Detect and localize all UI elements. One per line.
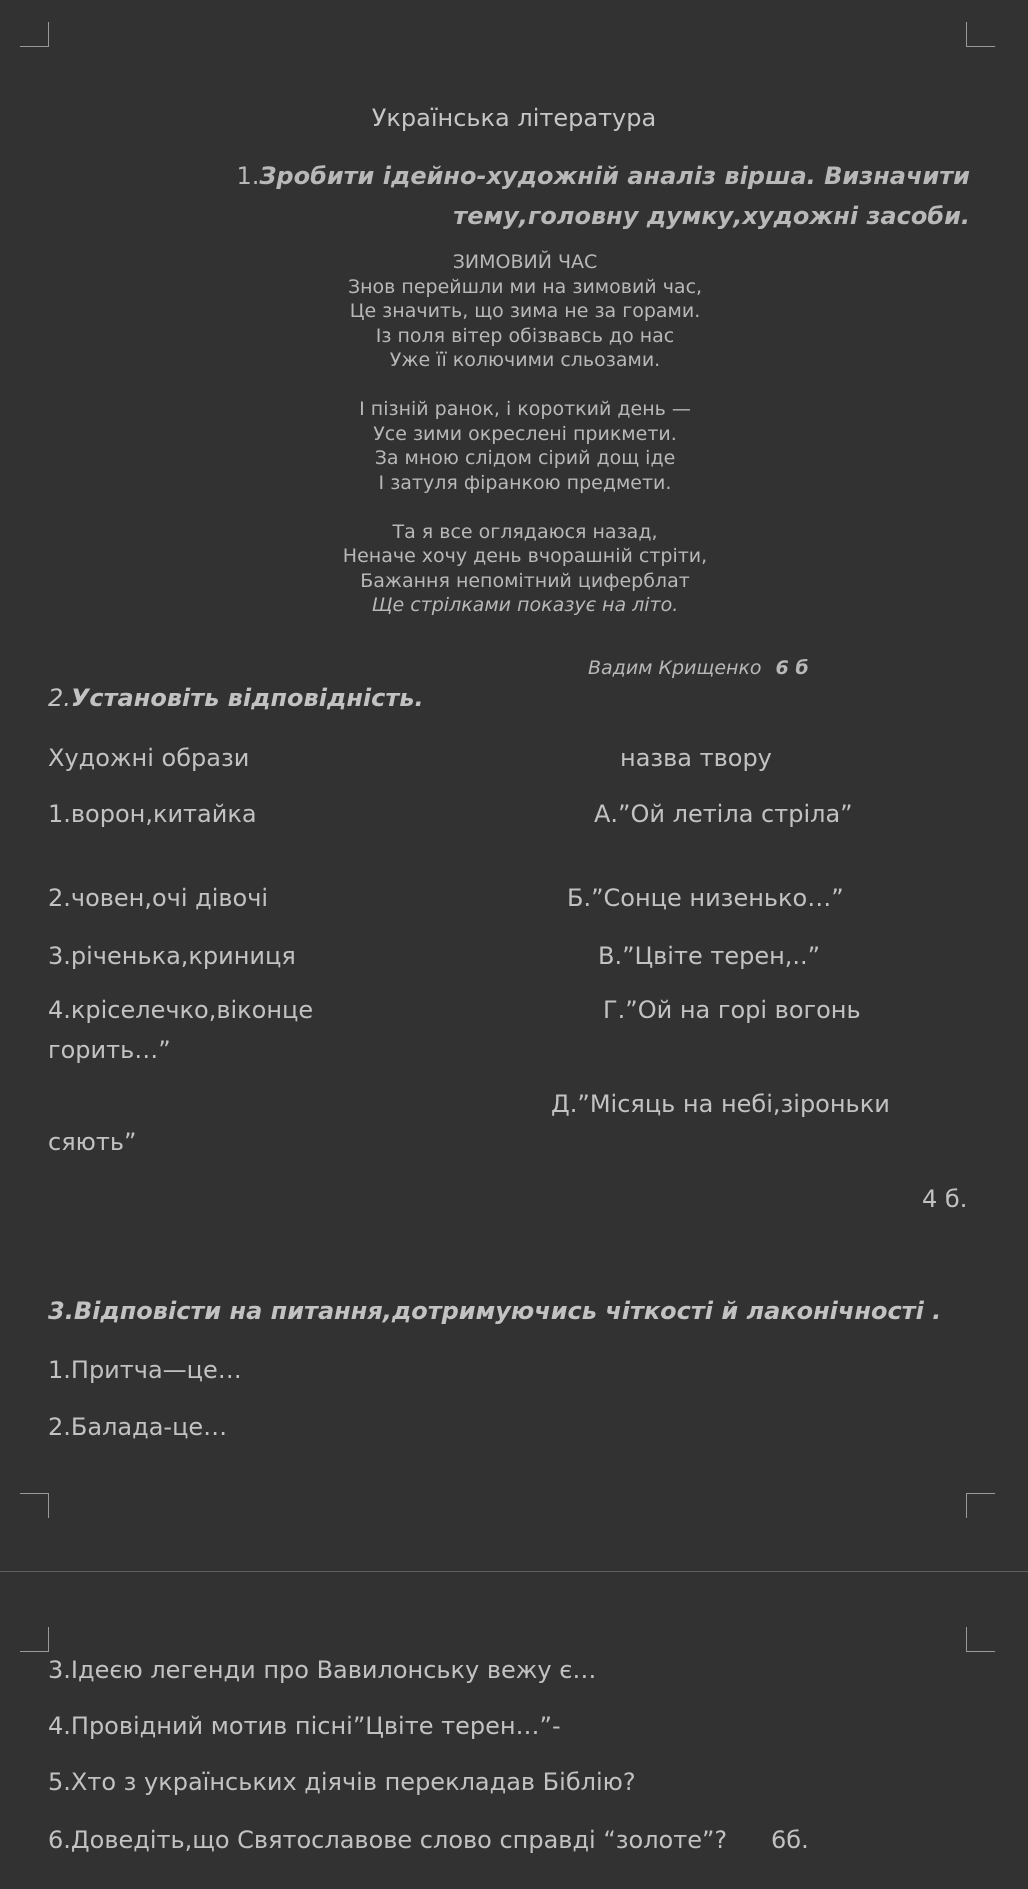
question: 6.Доведіть,що Святославове слово справді “золоте”? [48,1826,728,1854]
crop-mark-top-right [966,22,995,47]
page-divider [0,1571,1028,1572]
poem-line: Неначе хочу день вчорашній стріти, [342,545,708,567]
task1-text: Зробити ідейно-художній аналіз вірша. Визначити тему,головну думку,художні засоби. [259,162,970,230]
task1-instruction [100,156,970,236]
poem-line: За мною слідом сірий дощ іде [374,447,676,469]
task1-number: 1. [236,162,260,190]
question: 3.Ідеєю легенди про Вавилонську вежу є… [48,1656,597,1684]
question: 5.Хто з українських діячів перекладав Біблію? [48,1768,636,1796]
task2-number: 2. [48,684,71,712]
match-left-item: 1.ворон,китайка [48,800,257,828]
crop-mark-top-left [20,22,49,47]
poem-stanza-break [300,495,750,520]
crop-mark-page2-top-right [966,1627,995,1652]
crop-mark-bottom-left [20,1493,49,1518]
crop-mark-bottom-right [966,1493,995,1518]
poem-line: Усе зими окреслені прикмети. [373,422,677,445]
match-left-item: 4.кріселечко,віконце [48,996,314,1024]
author-name: Вадим Крищенко [588,657,762,679]
task2-score: 4 б. [922,1185,968,1213]
task3-heading: 3.Відповісти на питання,дотримуючись чіткості й лаконічності . [48,1297,942,1325]
poem-line: Ще стрілками показує на літо. [371,594,679,616]
task2-heading-text: Установіть відповідність. [70,684,424,712]
match-left-item: 2.човен,очі дівочі [48,884,269,912]
poem-line: І затуля фіранкою предмети. [378,471,672,494]
match-left-item: 3.річенька,криниця [48,942,296,970]
crop-mark-page2-top-left [20,1627,49,1652]
poem-line: І пізній ранок, і короткий день — [359,398,691,420]
col-header-works: назва твору [620,744,772,772]
match-right-item: В.”Цвіте терен,..” [598,942,821,970]
match-right-item-continued: сяють” [48,1128,137,1156]
poem-line: Знов перейшли ми на зимовий час, [347,275,703,298]
question: 2.Балада-це… [48,1413,228,1441]
task1-score: 6 б [775,657,809,679]
match-right-item: Г.”Ой на горі вогонь [603,996,861,1024]
match-right-item: Б.”Сонце низенько…” [567,884,844,912]
poem-line: Та я все оглядаюся назад, [392,520,658,543]
poem-line: Уже її колючими сльозами. [389,349,661,371]
task3-score: 6б. [771,1826,809,1854]
poem-title: ЗИМОВИЙ ЧАС [452,251,598,273]
match-right-item-continued: горить…” [48,1036,171,1064]
poem-stanza-break [300,373,750,398]
match-right-item: Д.”Місяць на небі,зіроньки [551,1090,890,1118]
col-header-images: Художні образи [48,744,250,772]
poem-line: Це значить, що зима не за горами. [349,300,701,322]
task2-heading [48,684,424,712]
question: 1.Притча—це… [48,1356,242,1384]
poem-line: Бажання непомітний циферблат [360,569,690,592]
poem [300,250,750,618]
poem-line: Із поля вітер обізвавсь до нас [375,324,675,347]
document-title: Українська література [371,104,657,132]
poem-author [588,657,809,679]
match-right-item: А.”Ой летіла стріла” [594,800,853,828]
question: 4.Провідний мотив пісні”Цвіте терен…”- [48,1712,561,1740]
